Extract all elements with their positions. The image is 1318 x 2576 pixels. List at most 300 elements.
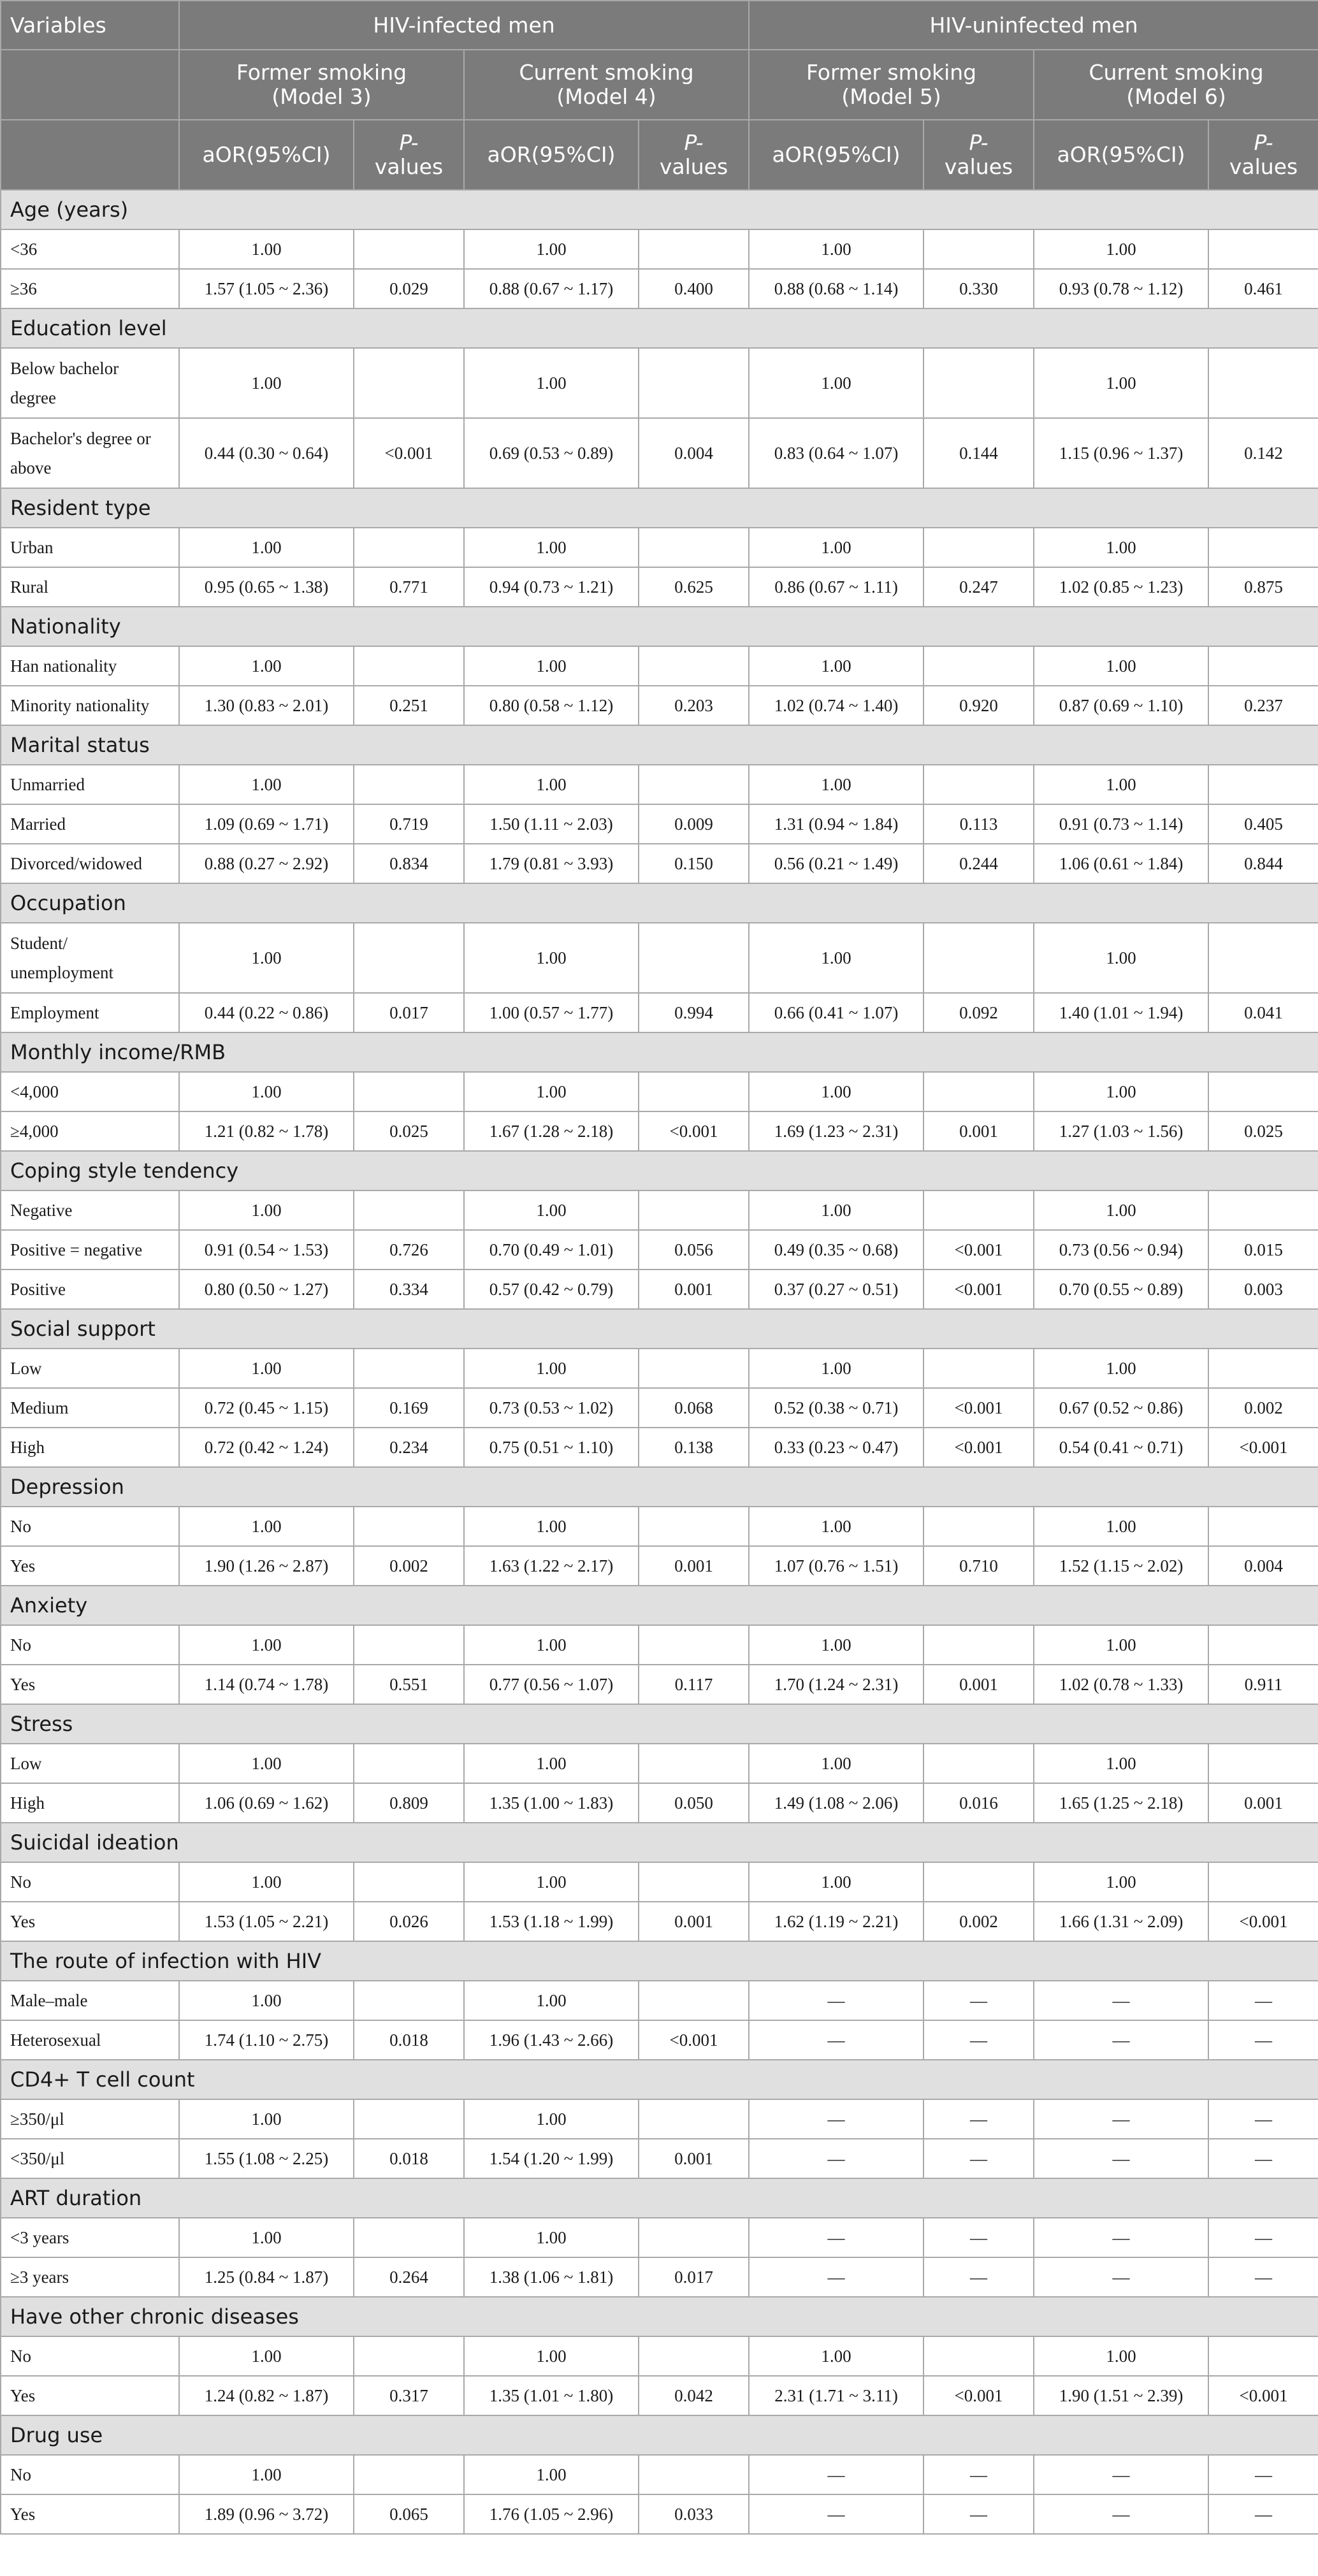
p-value-cell: 0.056 [639, 1230, 749, 1270]
aor-header: aOR(95%CI) [464, 120, 639, 190]
p-value-cell [923, 1625, 1034, 1665]
aor-cell: 1.00 [1034, 1862, 1208, 1902]
row-label-line: Student/ [10, 934, 68, 953]
p-value-cell [639, 348, 749, 418]
row-label [1, 1270, 179, 1309]
aor-cell: 1.25 (0.84 ~ 1.87) [179, 2257, 354, 2297]
p-value-cell: 0.004 [1208, 1546, 1318, 1586]
section-title: Coping style tendency [1, 1151, 1318, 1190]
section-title: Have other chronic diseases [1, 2297, 1318, 2336]
row-label [1, 1190, 179, 1230]
section-header-row [1, 1586, 1318, 1625]
p-value-cell: 0.144 [923, 418, 1034, 488]
p-value-cell [354, 1862, 464, 1902]
row-label-line: ≥350/μl [10, 2109, 64, 2129]
aor-cell: 1.00 [179, 1625, 354, 1665]
table-row [1, 2099, 1318, 2139]
section-header-row [1, 2060, 1318, 2099]
row-label-line: <4,000 [10, 1082, 59, 1101]
table-row [1, 2336, 1318, 2376]
aor-cell: 1.53 (1.18 ~ 1.99) [464, 1902, 639, 1941]
table-row [1, 923, 1318, 993]
aor-cell: 1.00 [179, 2099, 354, 2139]
row-label-line: Divorced/widowed [10, 854, 142, 873]
aor-cell: 1.40 (1.01 ~ 1.94) [1034, 993, 1208, 1032]
aor-cell: 1.00 [179, 348, 354, 418]
p-value-cell: 0.150 [639, 844, 749, 883]
aor-cell: 1.27 (1.03 ~ 1.56) [1034, 1111, 1208, 1151]
row-label [1, 1230, 179, 1270]
row-label [1, 2099, 179, 2139]
aor-cell: 1.00 [179, 1744, 354, 1783]
p-value-cell [1208, 1507, 1318, 1546]
p-value-cell: 0.117 [639, 1665, 749, 1704]
aor-cell: 1.00 [464, 1744, 639, 1783]
p-value-cell: 0.009 [639, 804, 749, 844]
section-title: Depression [1, 1467, 1318, 1507]
row-label [1, 1783, 179, 1823]
aor-cell: 0.56 (0.21 ~ 1.49) [749, 844, 923, 883]
p-value-cell [1208, 765, 1318, 804]
p-value-cell [923, 2336, 1034, 2376]
group-header-hiv-uninfected: HIV-uninfected men [749, 1, 1318, 50]
p-value-cell: <0.001 [923, 2376, 1034, 2415]
row-label [1, 1111, 179, 1151]
aor-cell: 1.24 (0.82 ~ 1.87) [179, 2376, 354, 2415]
model-header-number: (Model 3) [272, 84, 372, 109]
aor-cell: — [749, 2218, 923, 2257]
p-value-cell [923, 1190, 1034, 1230]
row-label [1, 528, 179, 567]
p-value-cell: 0.334 [354, 1270, 464, 1309]
aor-cell: 0.37 (0.27 ~ 0.51) [749, 1270, 923, 1309]
table-row [1, 2376, 1318, 2415]
row-label [1, 1388, 179, 1428]
aor-cell: 1.15 (0.96 ~ 1.37) [1034, 418, 1208, 488]
p-value-cell: — [923, 2218, 1034, 2257]
aor-cell: 1.62 (1.19 ~ 2.21) [749, 1902, 923, 1941]
p-value-cell: — [1208, 2257, 1318, 2297]
table-row [1, 418, 1318, 488]
row-label [1, 1625, 179, 1665]
p-value-cell [354, 348, 464, 418]
row-label-line: Yes [10, 2386, 36, 2405]
row-label-line: Medium [10, 1398, 69, 1417]
aor-cell: 0.91 (0.73 ~ 1.14) [1034, 804, 1208, 844]
row-label-line: No [10, 1872, 31, 1892]
p-value-cell: 0.003 [1208, 1270, 1318, 1309]
p-value-cell [354, 2336, 464, 2376]
aor-cell: 1.00 [749, 2336, 923, 2376]
section-header-row [1, 725, 1318, 765]
table-row [1, 993, 1318, 1032]
row-label-line: Urban [10, 538, 54, 557]
aor-cell: 1.02 (0.74 ~ 1.40) [749, 686, 923, 725]
row-label-line: No [10, 1635, 31, 1654]
row-label [1, 1428, 179, 1467]
p-value-cell [639, 2099, 749, 2139]
aor-cell: 0.57 (0.42 ~ 0.79) [464, 1270, 639, 1309]
aor-cell: 1.00 [1034, 1744, 1208, 1783]
row-label [1, 348, 179, 418]
aor-cell: 1.00 [464, 2336, 639, 2376]
p-value-cell: 0.015 [1208, 1230, 1318, 1270]
table-row [1, 1744, 1318, 1783]
aor-cell: 1.00 [179, 1072, 354, 1111]
p-value-cell [354, 229, 464, 269]
row-label-line: Yes [10, 2505, 36, 2524]
p-value-cell: 0.001 [639, 1546, 749, 1586]
row-label-line: No [10, 2465, 31, 2484]
header-row-columns [1, 120, 1318, 190]
model-header-number: (Model 6) [1126, 84, 1226, 109]
row-label [1, 1507, 179, 1546]
p-value-cell [639, 646, 749, 686]
table-row [1, 2494, 1318, 2534]
row-label [1, 2376, 179, 2415]
aor-cell: 1.67 (1.28 ~ 2.18) [464, 1111, 639, 1151]
table-row [1, 1862, 1318, 1902]
row-label-line: No [10, 1517, 31, 1536]
table-row [1, 2257, 1318, 2297]
row-label [1, 567, 179, 607]
section-header-row [1, 1151, 1318, 1190]
p-value-cell: — [923, 2257, 1034, 2297]
aor-cell: 1.00 [179, 2455, 354, 2494]
row-label [1, 1665, 179, 1704]
p-value-cell: — [1208, 2139, 1318, 2178]
aor-cell: 1.00 [1034, 1190, 1208, 1230]
row-label-line: <3 years [10, 2228, 69, 2247]
row-label-line: above [10, 458, 52, 477]
p-value-cell [354, 1507, 464, 1546]
p-value-cell: 0.771 [354, 567, 464, 607]
model-header-name: Former smoking [806, 60, 977, 85]
p-value-cell: 0.726 [354, 1230, 464, 1270]
table-row [1, 2218, 1318, 2257]
aor-cell: 1.00 [1034, 2336, 1208, 2376]
table-row [1, 229, 1318, 269]
row-label-line: No [10, 2347, 31, 2366]
row-label [1, 2218, 179, 2257]
aor-cell: 1.55 (1.08 ~ 2.25) [179, 2139, 354, 2178]
table-row [1, 765, 1318, 804]
aor-cell: 1.90 (1.26 ~ 2.87) [179, 1546, 354, 1586]
section-title: Nationality [1, 607, 1318, 646]
table-row [1, 844, 1318, 883]
aor-cell: 1.90 (1.51 ~ 2.39) [1034, 2376, 1208, 2415]
aor-cell: 0.33 (0.23 ~ 0.47) [749, 1428, 923, 1467]
table-row [1, 2455, 1318, 2494]
model-header-name: Current smoking [519, 60, 694, 85]
row-label [1, 269, 179, 308]
row-label-line: Below bachelor [10, 359, 119, 378]
aor-cell: 1.00 [1034, 1625, 1208, 1665]
aor-cell: 0.86 (0.67 ~ 1.11) [749, 567, 923, 607]
p-value-cell: — [923, 2494, 1034, 2534]
aor-cell: 0.54 (0.41 ~ 0.71) [1034, 1428, 1208, 1467]
p-value-cell [639, 229, 749, 269]
row-label-line: Yes [10, 1675, 36, 1694]
aor-cell: — [749, 2455, 923, 2494]
aor-cell: — [1034, 2099, 1208, 2139]
row-label-line: <350/μl [10, 2149, 65, 2168]
group-header-hiv-infected: HIV-infected men [179, 1, 749, 50]
aor-cell: 0.49 (0.35 ~ 0.68) [749, 1230, 923, 1270]
row-label [1, 993, 179, 1032]
section-header-row [1, 2178, 1318, 2218]
aor-cell: 1.00 [179, 1190, 354, 1230]
row-label [1, 646, 179, 686]
aor-cell: 1.00 [464, 1190, 639, 1230]
aor-cell: 1.00 [464, 1625, 639, 1665]
p-value-cell [354, 1072, 464, 1111]
aor-cell: 1.00 [464, 528, 639, 567]
p-value-cell: — [1208, 2455, 1318, 2494]
row-label [1, 2455, 179, 2494]
aor-cell: 0.73 (0.53 ~ 1.02) [464, 1388, 639, 1428]
table-row [1, 1388, 1318, 1428]
aor-cell: 1.02 (0.78 ~ 1.33) [1034, 1665, 1208, 1704]
model-header-number: (Model 4) [556, 84, 656, 109]
header-row-models [1, 50, 1318, 120]
p-value-cell [639, 1190, 749, 1230]
table-row [1, 1270, 1318, 1309]
p-value-cell: 0.234 [354, 1428, 464, 1467]
p-value-cell: 0.113 [923, 804, 1034, 844]
aor-cell: 1.35 (1.00 ~ 1.83) [464, 1783, 639, 1823]
p-value-cell: 0.169 [354, 1388, 464, 1428]
aor-cell: — [749, 2020, 923, 2060]
section-header-row [1, 1032, 1318, 1072]
p-value-cell [354, 923, 464, 993]
p-value-cell [354, 1625, 464, 1665]
p-value-cell [1208, 1190, 1318, 1230]
row-label-line: Male–male [10, 1991, 88, 2010]
p-value-cell [1208, 1072, 1318, 1111]
aor-cell: 1.00 [1034, 229, 1208, 269]
section-title: The route of infection with HIV [1, 1941, 1318, 1981]
model-header-4 [464, 50, 749, 120]
aor-cell: 0.67 (0.52 ~ 0.86) [1034, 1388, 1208, 1428]
p-value-cell [1208, 1744, 1318, 1783]
p-value-cell: 0.001 [639, 1902, 749, 1941]
row-label-line: Married [10, 814, 66, 834]
aor-cell: 0.44 (0.30 ~ 0.64) [179, 418, 354, 488]
aor-cell: 1.00 [749, 1190, 923, 1230]
model-header-3 [179, 50, 464, 120]
aor-cell: — [1034, 1981, 1208, 2020]
aor-cell: — [1034, 2494, 1208, 2534]
aor-cell: 1.00 [464, 2218, 639, 2257]
aor-cell: 1.00 [749, 1507, 923, 1546]
p-value-cell: 0.025 [354, 1111, 464, 1151]
aor-cell: 0.75 (0.51 ~ 1.10) [464, 1428, 639, 1467]
p-value-header: P- values [1208, 120, 1318, 190]
p-value-cell [923, 1862, 1034, 1902]
header-row-groups [1, 1, 1318, 50]
aor-cell: 1.00 [179, 229, 354, 269]
aor-cell: 0.69 (0.53 ~ 0.89) [464, 418, 639, 488]
section-header-row [1, 1941, 1318, 1981]
p-value-cell [639, 923, 749, 993]
section-title: Stress [1, 1704, 1318, 1744]
p-value-header: P- values [354, 120, 464, 190]
aor-cell: 1.52 (1.15 ~ 2.02) [1034, 1546, 1208, 1586]
aor-cell: 1.00 [179, 1507, 354, 1546]
row-label [1, 229, 179, 269]
row-label-line: Heterosexual [10, 2030, 101, 2050]
aor-cell: 1.00 [1034, 1349, 1208, 1388]
p-value-cell: 0.002 [354, 1546, 464, 1586]
section-header-row [1, 308, 1318, 348]
row-label-line: Positive [10, 1280, 66, 1299]
section-header-row [1, 1467, 1318, 1507]
aor-cell: 1.00 [179, 646, 354, 686]
aor-cell: 0.77 (0.56 ~ 1.07) [464, 1665, 639, 1704]
p-value-cell: 0.844 [1208, 844, 1318, 883]
section-header-row [1, 1823, 1318, 1862]
row-label-line: High [10, 1793, 45, 1813]
aor-cell: — [749, 2139, 923, 2178]
p-value-cell [354, 765, 464, 804]
row-label-line: Employment [10, 1003, 99, 1022]
aor-cell: — [1034, 2139, 1208, 2178]
table-row [1, 646, 1318, 686]
p-value-cell: <0.001 [923, 1428, 1034, 1467]
aor-cell: 1.00 [179, 2336, 354, 2376]
row-label [1, 844, 179, 883]
aor-cell: 1.00 [464, 1507, 639, 1546]
p-value-cell: <0.001 [639, 1111, 749, 1151]
model-header-6 [1034, 50, 1318, 120]
p-value-cell: — [1208, 2020, 1318, 2060]
p-value-cell: 0.251 [354, 686, 464, 725]
aor-cell: 1.21 (0.82 ~ 1.78) [179, 1111, 354, 1151]
row-label [1, 2336, 179, 2376]
aor-cell: 0.91 (0.54 ~ 1.53) [179, 1230, 354, 1270]
p-value-cell: <0.001 [923, 1270, 1034, 1309]
p-value-cell [639, 1625, 749, 1665]
aor-cell: 1.76 (1.05 ~ 2.96) [464, 2494, 639, 2534]
aor-cell: 1.00 [1034, 646, 1208, 686]
aor-cell: 1.06 (0.69 ~ 1.62) [179, 1783, 354, 1823]
p-value-cell: 0.033 [639, 2494, 749, 2534]
p-value-cell: — [1208, 2099, 1318, 2139]
aor-cell: 0.72 (0.45 ~ 1.15) [179, 1388, 354, 1428]
aor-cell: 1.00 [749, 765, 923, 804]
aor-cell: 0.80 (0.58 ~ 1.12) [464, 686, 639, 725]
row-label-line: Minority nationality [10, 696, 150, 715]
aor-cell: 1.00 [749, 923, 923, 993]
row-label-line: ≥4,000 [10, 1122, 59, 1141]
row-label [1, 1744, 179, 1783]
aor-cell: 0.88 (0.27 ~ 2.92) [179, 844, 354, 883]
p-value-cell: 0.203 [639, 686, 749, 725]
p-value-cell: 0.247 [923, 567, 1034, 607]
p-value-cell [1208, 1862, 1318, 1902]
p-value-cell: — [1208, 1981, 1318, 2020]
aor-cell: 0.72 (0.42 ~ 1.24) [179, 1428, 354, 1467]
aor-cell: 0.73 (0.56 ~ 0.94) [1034, 1230, 1208, 1270]
row-label [1, 686, 179, 725]
aor-cell: 0.80 (0.50 ~ 1.27) [179, 1270, 354, 1309]
p-value-cell: — [923, 1981, 1034, 2020]
p-value-cell: 0.834 [354, 844, 464, 883]
aor-cell: 1.00 [749, 1862, 923, 1902]
aor-cell: — [1034, 2455, 1208, 2494]
aor-cell: 1.00 [179, 1981, 354, 2020]
p-value-cell: 0.026 [354, 1902, 464, 1941]
table-row [1, 1981, 1318, 2020]
aor-cell: — [749, 1981, 923, 2020]
row-label-line: Yes [10, 1912, 36, 1931]
p-value-cell: 0.025 [1208, 1111, 1318, 1151]
aor-cell: 2.31 (1.71 ~ 3.11) [749, 2376, 923, 2415]
p-value-cell [639, 2455, 749, 2494]
p-value-cell: — [923, 2455, 1034, 2494]
aor-cell: 1.00 [749, 348, 923, 418]
aor-cell: 1.74 (1.10 ~ 2.75) [179, 2020, 354, 2060]
p-value-cell [923, 923, 1034, 993]
p-value-cell [639, 1349, 749, 1388]
aor-cell: 1.00 [749, 1744, 923, 1783]
section-header-row [1, 488, 1318, 528]
p-value-cell: 0.050 [639, 1783, 749, 1823]
aor-cell: 0.70 (0.49 ~ 1.01) [464, 1230, 639, 1270]
p-value-cell: — [1208, 2494, 1318, 2534]
p-value-cell [639, 2218, 749, 2257]
aor-cell: — [1034, 2257, 1208, 2297]
aor-cell: 1.00 [179, 528, 354, 567]
p-value-cell [923, 1507, 1034, 1546]
row-label [1, 1981, 179, 2020]
row-label-line: ≥3 years [10, 2268, 69, 2287]
row-label [1, 1072, 179, 1111]
aor-cell: 1.00 [464, 2455, 639, 2494]
aor-cell: 1.54 (1.20 ~ 1.99) [464, 2139, 639, 2178]
aor-cell: 1.69 (1.23 ~ 2.31) [749, 1111, 923, 1151]
aor-cell: 1.00 [179, 923, 354, 993]
section-title: Social support [1, 1309, 1318, 1349]
table-row [1, 686, 1318, 725]
table-body [1, 190, 1318, 2534]
section-title: Marital status [1, 725, 1318, 765]
p-value-cell: <0.001 [1208, 1902, 1318, 1941]
p-value-cell [354, 2218, 464, 2257]
section-title: Drug use [1, 2415, 1318, 2455]
p-value-cell: 0.875 [1208, 567, 1318, 607]
aor-cell: 1.00 (0.57 ~ 1.77) [464, 993, 639, 1032]
p-value-cell [1208, 348, 1318, 418]
section-header-row [1, 2297, 1318, 2336]
p-value-cell: 0.001 [639, 2139, 749, 2178]
row-label-line: unemployment [10, 963, 113, 982]
aor-cell: 1.50 (1.11 ~ 2.03) [464, 804, 639, 844]
aor-cell: 1.00 [464, 348, 639, 418]
aor-cell: 1.70 (1.24 ~ 2.31) [749, 1665, 923, 1704]
p-value-cell: 0.017 [639, 2257, 749, 2297]
p-value-cell: 0.911 [1208, 1665, 1318, 1704]
aor-cell: 1.09 (0.69 ~ 1.71) [179, 804, 354, 844]
aor-cell: 1.49 (1.08 ~ 2.06) [749, 1783, 923, 1823]
table-row [1, 1072, 1318, 1111]
aor-cell: 1.00 [464, 646, 639, 686]
p-value-cell [354, 1744, 464, 1783]
table-row [1, 1230, 1318, 1270]
table-row [1, 1783, 1318, 1823]
section-header-row [1, 1309, 1318, 1349]
